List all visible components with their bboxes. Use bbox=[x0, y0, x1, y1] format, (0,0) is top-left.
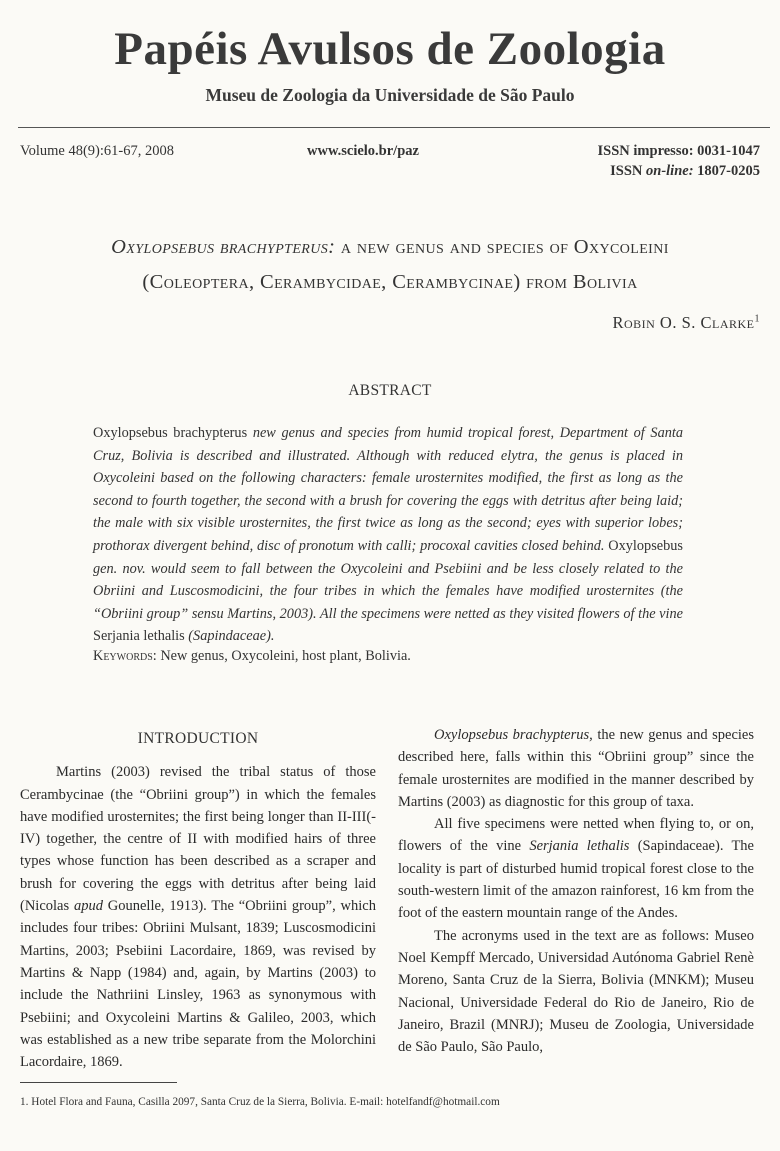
abstract-segment: Oxylopsebus brachypterus bbox=[93, 425, 253, 441]
article-title bbox=[20, 230, 760, 300]
article-title-line2: (Coleoptera, Cerambycidae, Cerambycinae) from Bolivia bbox=[142, 271, 638, 293]
header-rule bbox=[18, 127, 770, 128]
museum-name: Museu de Zoologia da Universidade de São Paulo bbox=[205, 85, 575, 105]
volume-info: Volume 48(9):61-67, 2008 bbox=[20, 143, 174, 159]
introduction-heading: INTRODUCTION bbox=[137, 730, 259, 747]
column-left bbox=[20, 724, 376, 1073]
abstract-segment: Oxylopsebus bbox=[604, 537, 683, 554]
abstract-text bbox=[93, 422, 683, 648]
author bbox=[612, 313, 760, 333]
abstract-heading: ABSTRACT bbox=[348, 382, 432, 399]
article-title-line1 bbox=[20, 230, 760, 265]
keywords bbox=[93, 648, 683, 665]
author-footnote-marker: 1 bbox=[754, 313, 760, 325]
keywords-label: Keywords: bbox=[93, 648, 157, 664]
intro-p1-b: Gounelle, 1913). The “Obriini group”, which includes four tribes: Obriini Mulsant, 1839; Luscosmodicini Martins, 2003; Psebiini Lacordaire, 1869, was revised by Martins & Napp (1984) and, again, by Martins (2003) to include the Nathriini Linsley, 1963 as synonymous with Psebiini; and Oxycoleini Martins & Galileo, 2003, which was established as a new tribe separate from the Molorchini Lacordaire, 1869. bbox=[20, 898, 376, 1071]
intro-p1-apud: apud bbox=[73, 898, 103, 915]
intro-paragraph-2 bbox=[398, 724, 754, 813]
column-right bbox=[398, 724, 754, 1058]
abstract-segment: (Sapindaceae). bbox=[188, 628, 275, 645]
footnote: 1. Hotel Flora and Fauna, Casilla 2097, Santa Cruz de la Sierra, Bolivia. E-mail: hotelfandf@hotmail.com bbox=[20, 1096, 500, 1108]
journal-website[interactable]: www.scielo.br/paz bbox=[307, 143, 419, 159]
journal-title: Papéis Avulsos de Zoologia bbox=[114, 23, 666, 75]
intro-p3-b: (Sapindaceae). The locality is part of disturbed humid tropical forest close to the south-western limit of the amazon rainforest, 16 km from the foot of the eastern mountain range of the Andes. bbox=[398, 838, 754, 922]
intro-paragraph-3 bbox=[398, 813, 754, 924]
issn-online-value: 1807-0205 bbox=[693, 163, 760, 179]
title-species: Oxylopsebus brachypterus: bbox=[111, 236, 336, 258]
issn-online bbox=[610, 163, 760, 180]
issn-print: ISSN impresso: 0031-1047 bbox=[597, 143, 760, 159]
issn-online-prefix: ISSN bbox=[610, 163, 646, 179]
intro-paragraph-1 bbox=[20, 761, 376, 1073]
intro-p3-species: Serjania lethalis bbox=[529, 838, 630, 855]
footnote-rule bbox=[20, 1082, 177, 1083]
abstract-segment: gen. nov. would seem to fall between the Oxycoleini and Psebiini and be less closely related to the Obriini and Luscosmodicini, the four tribes in which the females have modified urosternites (the “Obriini group” sensu Martins, 2003). All the specimens were netted as they visited flowers of the vine bbox=[93, 560, 683, 622]
intro-p2-rest: the new genus and species described here, falls within this “Obriini group” since the female urosternites are modified in the manner described by Martins (2003) as diagnostic for this group of taxa. bbox=[398, 727, 754, 810]
abstract-segment: new genus and species from humid tropical forest, Department of Santa Cruz, Bolivia is described and illustrated. Although with reduced elytra, the genus is placed in Oxycoleini based on the following characters: female urosternites modified, the first as long as the second to fourth together, the second with a brush for covering the eggs with detritus after being laid; the male with six visible urosternites, the first twice as long as the second; eyes with superior lobes; prothorax divergent behind, disc of pronotum with calli; procoxal cavities closed behind. bbox=[93, 425, 683, 554]
intro-p1-a: Martins (2003) revised the tribal status of those Cerambycinae (the “Obriini group”) in which the females have modified urosternites; the first being longer than II-III(-IV) together, the centre of II with modified hairs of three types whose function has been described as a scraper and brush for covering the eggs with detritus after being laid (Nicolas bbox=[20, 764, 376, 915]
keywords-list: New genus, Oxycoleini, host plant, Bolivia. bbox=[156, 648, 411, 664]
abstract-segment: Serjania lethalis bbox=[93, 628, 189, 645]
title-line1-rest: a new genus and species of Oxycoleini bbox=[335, 236, 669, 258]
author-name: Robin O. S. Clarke bbox=[612, 313, 755, 332]
intro-p2-species: Oxylopsebus brachypterus, bbox=[434, 727, 593, 743]
intro-p3-a: All five specimens were netted when flying to, or on, flowers of the vine bbox=[398, 816, 754, 855]
intro-paragraph-4: The acronyms used in the text are as follows: Museo Noel Kempff Mercado, Universidad Autónoma Gabriel Renè Moreno, Santa Cruz de la Sierra, Bolivia (MNKM); Museu Nacional, Universidade Federal do Rio de Janeiro, Rio de Janeiro, Brazil (MNRJ); Museu de Zoologia, Universidade de São Paulo, São Paulo, bbox=[398, 927, 754, 1056]
issn-online-label: on-line: bbox=[646, 163, 694, 179]
